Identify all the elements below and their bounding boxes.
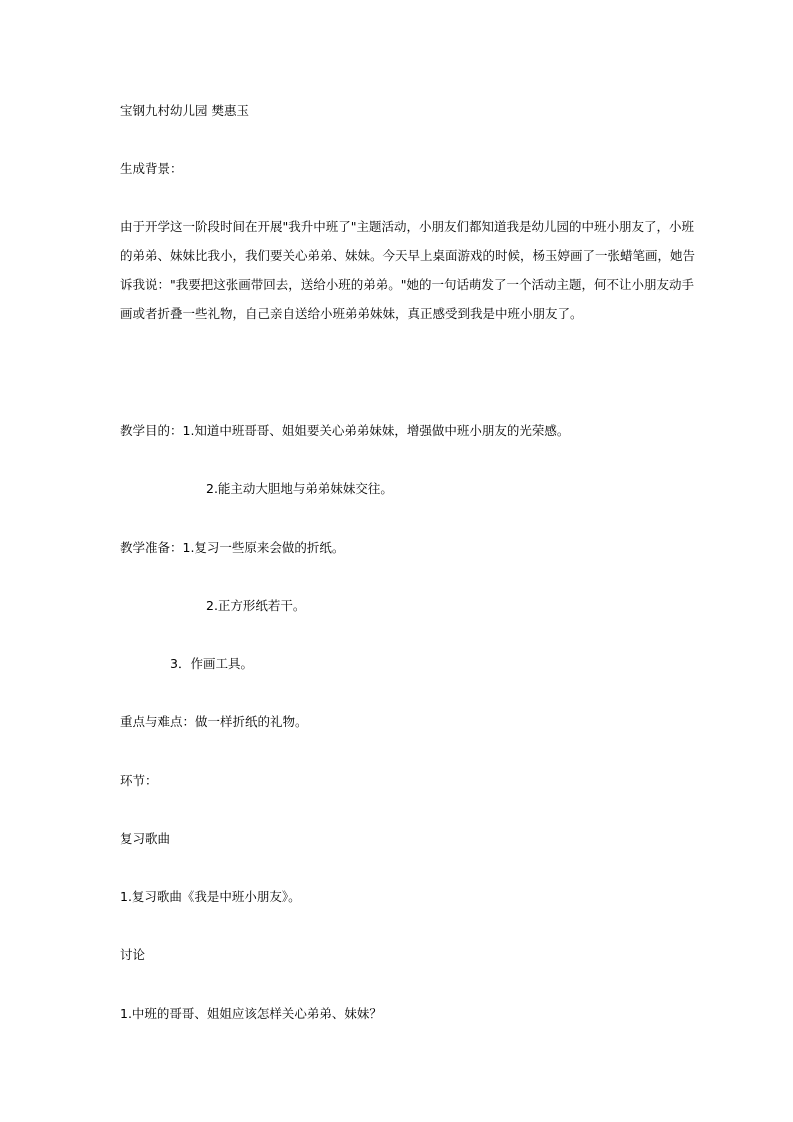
background-line-2: 的弟弟、妹妹比我小，我们要关心弟弟、妹妹。今天早上桌面游戏的时候，杨玉婷画了一张蜡笔画，她告 <box>120 248 696 263</box>
goals-item-1: 教学目的：1.知道中班哥哥、姐姐要关心弟弟妹妹，增强做中班小朋友的光荣感。 <box>120 423 570 438</box>
steps-heading: 环节： <box>120 773 158 788</box>
author-line: 宝钢九村幼儿园 樊惠玉 <box>120 103 249 118</box>
section-2-title: 讨论 <box>120 947 146 962</box>
key-points: 重点与难点：做一样折纸的礼物。 <box>120 714 308 729</box>
background-line-4: 画或者折叠一些礼物，自己亲自送给小班弟弟妹妹，真正感受到我是中班小朋友了。 <box>120 306 583 321</box>
background-line-3: 诉我说："我要把这张画带回去，送给小班的弟弟。"她的一句话萌发了一个活动主题，何不让小朋友动手 <box>120 277 695 292</box>
preparation-item-2: 2.正方形纸若干。 <box>206 598 306 613</box>
preparation-item-3: 3．作画工具。 <box>170 656 253 671</box>
preparation-item-1: 教学准备：1.复习一些原来会做的折纸。 <box>120 540 345 555</box>
goals-item-2: 2.能主动大胆地与弟弟妹妹交往。 <box>206 481 393 496</box>
section-2-item: 1.中班的哥哥、姐姐应该怎样关心弟弟、妹妹？ <box>120 1006 382 1021</box>
background-line-1: 由于开学这一阶段时间在开展"我升中班了"主题活动，小朋友们都知道我是幼儿园的中班小朋友了，小班 <box>120 219 695 234</box>
section-1-item: 1.复习歌曲《我是中班小朋友》。 <box>120 889 301 904</box>
background-paragraph <box>120 212 696 328</box>
background-heading: 生成背景： <box>120 161 183 176</box>
section-1-title: 复习歌曲 <box>120 831 171 846</box>
